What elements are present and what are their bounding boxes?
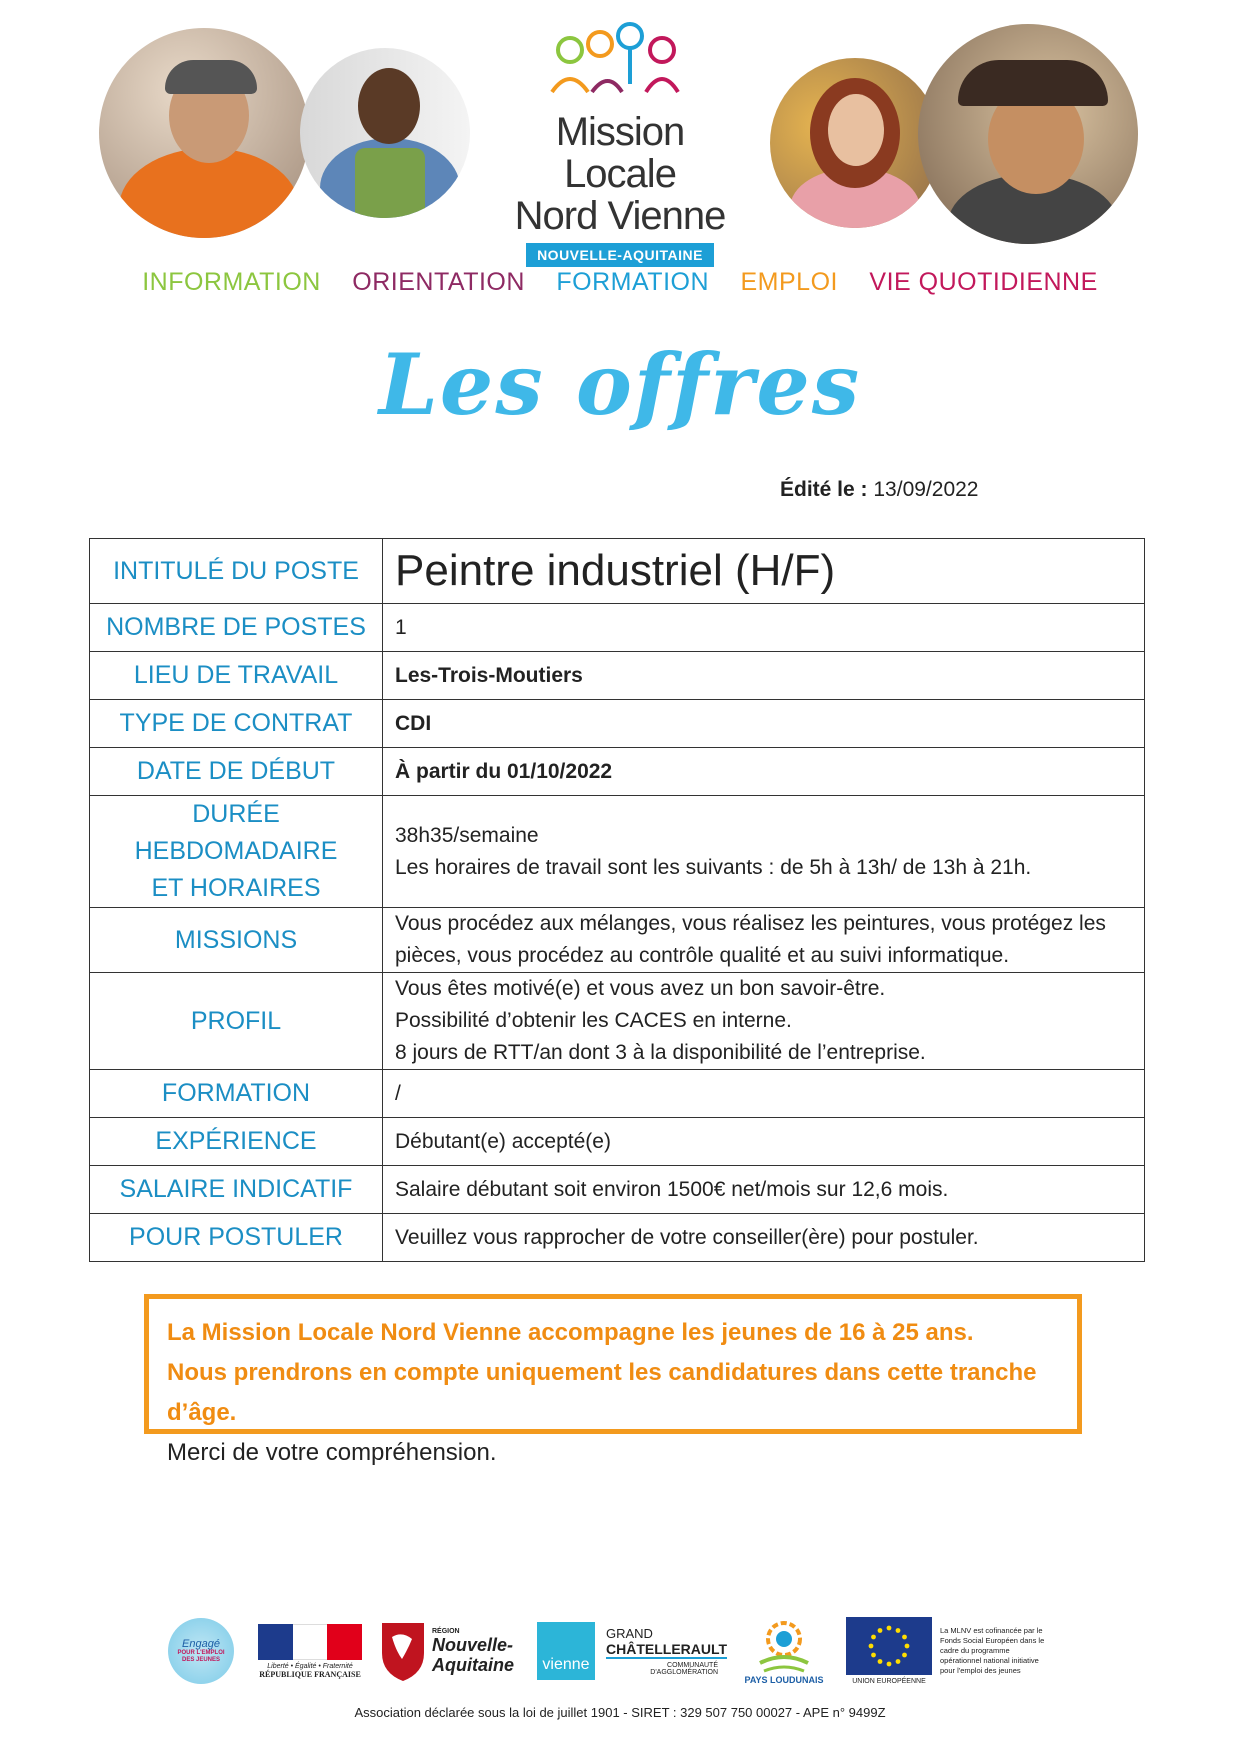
footer-legal-text: Association déclarée sous la loi de juillet 1901 - SIRET : 329 507 750 00027 - APE n° 9499Z (354, 1705, 886, 1720)
hours-label-line-2: ET HORAIRES (151, 874, 321, 902)
grand-line-3: COMMUNAUTÉ (667, 1661, 718, 1669)
missions-line-1: Vous procédez aux mélanges, vous réalisez les peintures, vous protégez les (395, 912, 1106, 935)
photo-young-man-hat-glasses (918, 24, 1138, 244)
tagline-formation: FORMATION (556, 268, 710, 296)
apply-label: POUR POSTULER (90, 1214, 383, 1262)
row-experience (90, 1118, 1145, 1166)
age-notice-box (144, 1294, 1082, 1466)
profile-line-3: 8 jours de RTT/an dont 3 à la disponibilité de l’entreprise. (395, 1041, 926, 1064)
hours-line-1: 38h35/semaine (395, 823, 539, 847)
eu-label: UNION EUROPÉENNE (852, 1678, 926, 1685)
salary-label: SALAIRE INDICATIF (90, 1166, 383, 1214)
logo-badge: NOUVELLE-AQUITAINE (526, 243, 714, 267)
page-title: Les offres (378, 335, 862, 434)
republique-motto: Liberté • Égalité • Fraternité (267, 1662, 353, 1670)
tagline (0, 268, 1240, 297)
row-apply (90, 1214, 1145, 1262)
people-icon (512, 22, 728, 106)
salary-value: Salaire débutant soit environ 1500€ net/mois sur 12,6 mois. (383, 1166, 1145, 1214)
positions-value: 1 (383, 604, 1145, 652)
lion-shield-icon (378, 1619, 428, 1683)
photo-young-woman-red-hair (770, 58, 940, 228)
profile-line-2: Possibilité d’obtenir les CACES en interne. (395, 1009, 792, 1032)
hours-label (90, 796, 383, 908)
engage-line-2: POUR L'EMPLOI DES JEUNES (177, 1650, 225, 1663)
profile-line-1: Vous êtes motivé(e) et vous avez un bon savoir-être. (395, 977, 886, 1000)
row-positions (90, 604, 1145, 652)
row-start-date (90, 748, 1145, 796)
job-title-value: Peintre industriel (H/F) (383, 539, 1145, 604)
experience-label: EXPÉRIENCE (90, 1118, 383, 1166)
location-value: Les-Trois-Moutiers (383, 652, 1145, 700)
logo-line-1: Mission Locale (555, 110, 685, 196)
engage-emploi-jeunes-logo (166, 1614, 236, 1688)
grand-chatellerault-logo (606, 1614, 728, 1688)
location-label: LIEU DE TRAVAIL (90, 652, 383, 700)
eu-flag-icon (846, 1617, 932, 1675)
photo-young-man-orange-hoodie (99, 28, 309, 238)
contract-value: CDI (383, 700, 1145, 748)
apply-value: Veuillez vous rapprocher de votre conseiller(ère) pour postuler. (383, 1214, 1145, 1262)
tagline-vie-quotidienne: VIE QUOTIDIENNE (869, 268, 1098, 296)
row-missions (90, 908, 1145, 973)
row-location (90, 652, 1145, 700)
eu-cofunding-text: La MLNV est cofinancée par le Fonds Social Européen dans le cadre du programme opérationnel national initiative pour l'emploi des jeunes (940, 1626, 1045, 1675)
grand-line-4: D'AGGLOMÉRATION (650, 1668, 718, 1676)
row-profile (90, 973, 1145, 1070)
pays-loudunais-text: PAYS LOUDUNAIS (744, 1675, 824, 1685)
experience-value: Débutant(e) accepté(e) (383, 1118, 1145, 1166)
start-label: DATE DE DÉBUT (90, 748, 383, 796)
offer-table (89, 538, 1145, 1262)
hours-line-2: Les horaires de travail sont les suivants : de 5h à 13h/ de 13h à 21h. (395, 855, 1032, 879)
notice-line-1: La Mission Locale Nord Vienne accompagne les jeunes de 16 à 25 ans. (167, 1319, 974, 1346)
profile-label: PROFIL (90, 973, 383, 1070)
row-hours (90, 796, 1145, 908)
grand-line-2: CHÂTELLERAULT (606, 1640, 728, 1657)
row-job-title (90, 539, 1145, 604)
mission-locale-logo (512, 22, 728, 263)
missions-line-2: pièces, vous procédez au contrôle qualité et au suivi informatique. (395, 944, 1010, 967)
grand-line-1: GRAND (606, 1625, 653, 1641)
engage-line-1: Engagé (182, 1638, 220, 1650)
logo-line-2: Nord Vienne (514, 194, 726, 238)
region-line-1: Nouvelle- (431, 1634, 514, 1655)
notice-line-3: Merci de votre compréhension. (167, 1439, 497, 1466)
republique-name: RÉPUBLIQUE FRANÇAISE (259, 1669, 361, 1679)
sun-swirl-icon (754, 1617, 814, 1675)
edited-label: Édité le : (780, 478, 868, 501)
vienne-text: vienne (542, 1656, 590, 1673)
hours-label-line-1: DURÉE HEBDOMADAIRE (134, 800, 338, 865)
profile-value (383, 973, 1145, 1070)
photo-young-man-denim-jacket (300, 48, 470, 218)
hours-value (383, 796, 1145, 908)
training-value: / (383, 1070, 1145, 1118)
pays-loudunais-logo (728, 1614, 840, 1688)
tagline-emploi: EMPLOI (740, 268, 838, 296)
row-training (90, 1070, 1145, 1118)
row-contract (90, 700, 1145, 748)
missions-value (383, 908, 1145, 973)
start-value: À partir du 01/10/2022 (383, 748, 1145, 796)
edited-value: 13/09/2022 (873, 478, 979, 501)
vienne-logo (536, 1614, 596, 1688)
region-label: RÉGION (431, 1627, 460, 1635)
union-europeenne-logo (846, 1614, 1056, 1688)
missions-label: MISSIONS (90, 908, 383, 973)
positions-label: NOMBRE DE POSTES (90, 604, 383, 652)
contract-label: TYPE DE CONTRAT (90, 700, 383, 748)
republique-francaise-logo (256, 1614, 364, 1688)
region-line-2: Aquitaine (431, 1654, 514, 1675)
tagline-information: INFORMATION (142, 268, 321, 296)
region-nouvelle-aquitaine-logo (372, 1614, 520, 1688)
row-salary (90, 1166, 1145, 1214)
tagline-orientation: ORIENTATION (352, 268, 525, 296)
notice-line-2: Nous prendrons en compte uniquement les candidatures dans cette tranche d’âge. (167, 1359, 1037, 1426)
job-title-label: INTITULÉ DU POSTE (90, 539, 383, 604)
training-label: FORMATION (90, 1070, 383, 1118)
edited-date (780, 478, 978, 502)
